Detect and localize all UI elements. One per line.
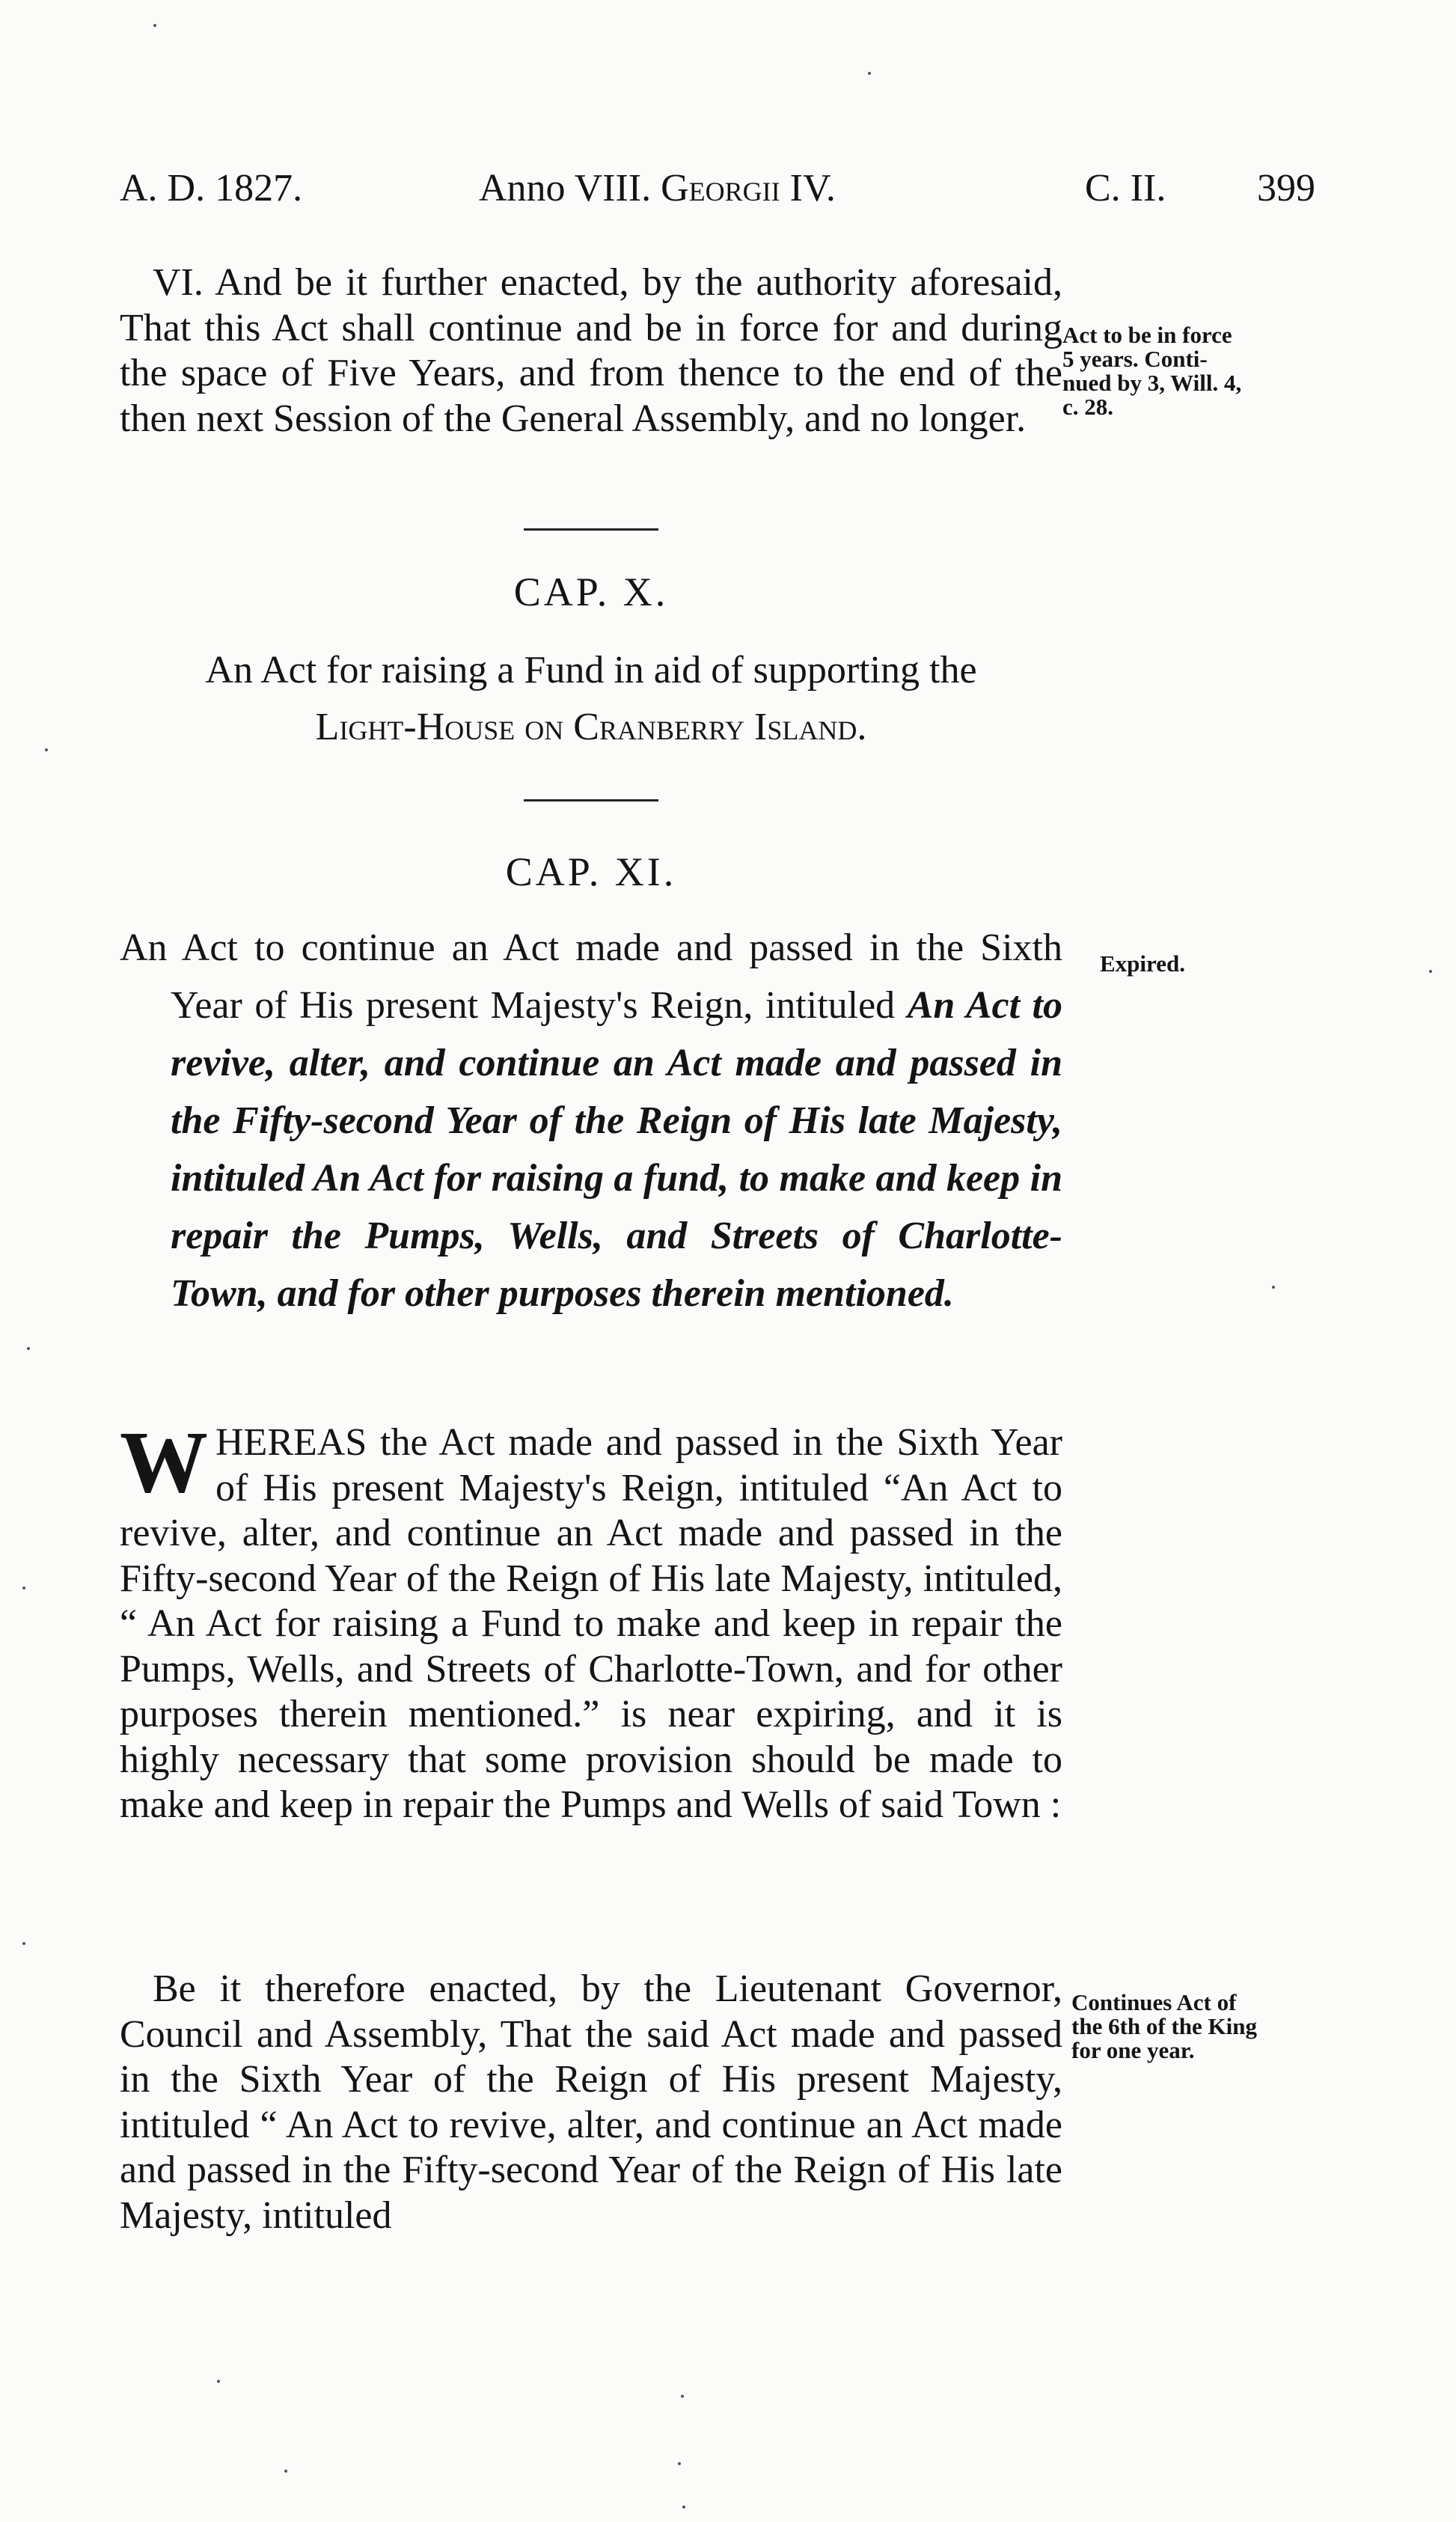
enacting-text: Be it therefore enacted, by the Lieutenant Governor, Council and Assembly, That the said Act made and passed in the Sixth Year of the Reign of His present Majesty, intituled “ An Act to revive, alter, and continue an Act made and passed in the Fifty-second Year of the Reign of His late Majesty, intituled — [120, 1967, 1062, 2237]
section-divider — [524, 799, 658, 802]
margin-note-in-force: Act to be in force 5 years. Conti- nued by 3, Will. 4, c. 28. — [1062, 322, 1242, 420]
cap-xi-title-intro: An Act to continue an Act made and passed in the Sixth Year of His present Majesty's Reign, intituled — [120, 926, 1062, 1027]
header-reign — [479, 166, 836, 210]
header-reign-name: Georgii — [661, 167, 780, 210]
section-divider — [524, 528, 658, 531]
cap-xi-heading: CAP. XI. — [505, 849, 677, 894]
header-chapter: C. II. — [1085, 167, 1166, 210]
running-header — [120, 166, 1317, 219]
drop-cap: W — [120, 1413, 208, 1511]
cap-x-heading: CAP. X. — [513, 570, 669, 614]
header-reign-num: IV. — [789, 167, 836, 210]
section-vi-text: VI. And be it further enacted, by the authority aforesaid, That this Act shall continue and be in force for and during the space of Five Years, and from thence to the end of the then next Session of the General Assembly, and no longer. — [120, 261, 1062, 440]
whereas-paragraph — [120, 1413, 1062, 1828]
section-vi — [120, 260, 1062, 442]
header-reign-prefix: Anno VIII. — [479, 167, 652, 210]
margin-note-expired: Expired. — [1100, 950, 1185, 977]
cap-x-title-line2: Light-House on Cranberry Island. — [315, 706, 867, 748]
margin-note-continues: Continues Act of the 6th of the King for one year. — [1071, 1989, 1257, 2063]
page-number: 399 — [1257, 167, 1315, 210]
cap-xi-title — [120, 919, 1062, 1322]
enacting-clause — [120, 1967, 1062, 2238]
cap-x-title-line1: An Act for raising a Fund in aid of supporting the — [205, 649, 977, 691]
cap-xi-title-italic: An Act to revive, alter, and continue an Act made and passed in the Fifty-second Year of the Reign of His late Majesty, intituled An Act for raising a fund, to make and keep in repair the Pumps, Wells, and Streets of Charlotte-Town, and for other purposes therein mentioned. — [171, 984, 1062, 1315]
header-year: A. D. 1827. — [120, 167, 303, 210]
cap-x-title — [120, 642, 1062, 756]
whereas-text: HEREAS the Act made and passed in the Sixth Year of His present Majesty's Reign, intituled “An Act to revive, alter, and continue an Act made and passed in the Fifty-second Year of the Reign of His late Majesty, intituled, “ An Act for raising a Fund to make and keep in repair the Pumps, Wells, and Streets of Charlotte-Town, and for other purposes therein mentioned.” is near expiring, and it is highly necessary that some provision should be made to make and keep in repair the Pumps and Wells of said Town : — [120, 1421, 1062, 1826]
